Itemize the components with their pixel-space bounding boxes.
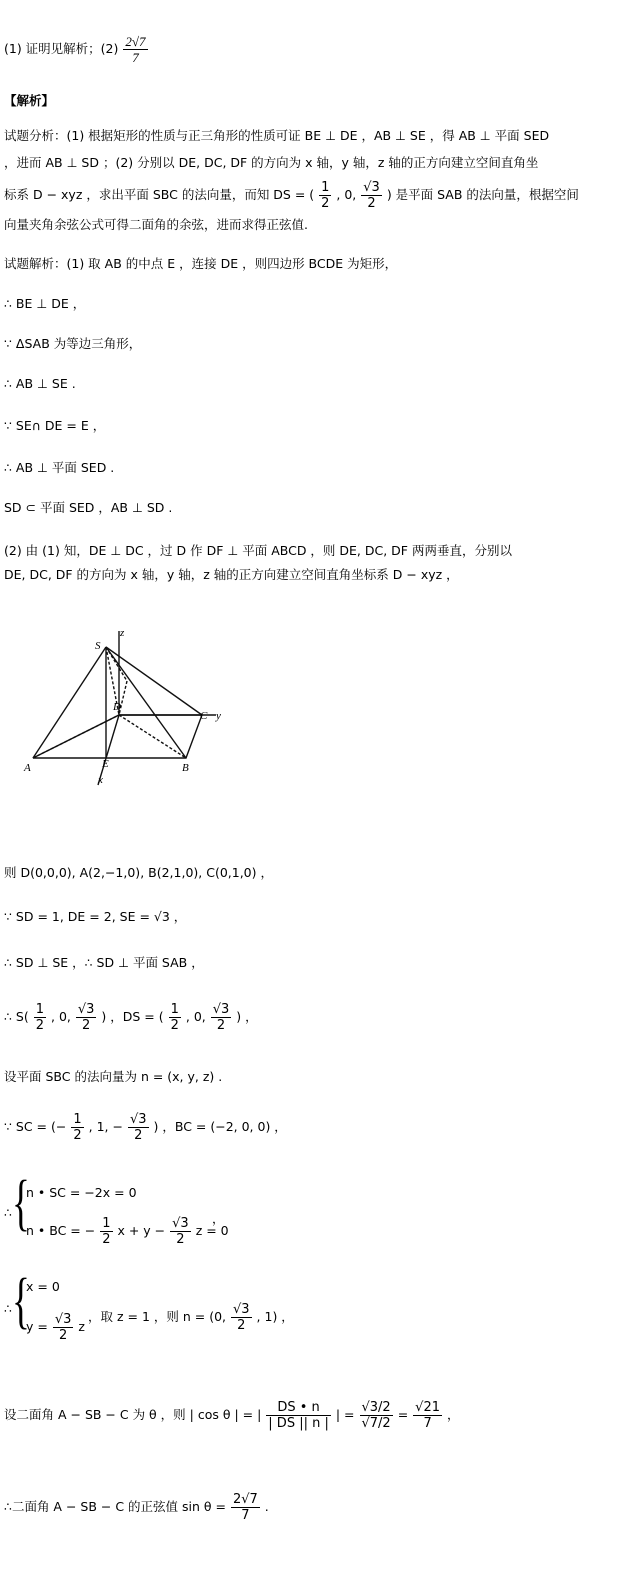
solution-line-4: ∴ AB ⊥ SE . <box>4 376 76 391</box>
frac-sqrt3-2: $\frac{√3}{2}$ <box>172 1216 189 1247</box>
analysis-line-1: 试题分析：(1) 根据矩形的性质与正三角形的性质可证 BE ⊥ DE ，AB ⊥ SE ，得 AB ⊥ 平面 SED <box>4 128 550 143</box>
analysis-line-4: 向量夹角余弦公式可得二面角的余弦，进而求得正弦值. <box>4 217 308 232</box>
therefore-sym-2: ∴ <box>4 1301 12 1316</box>
label-x: x <box>98 774 103 786</box>
system2-rest: ，取 z = 1 ，则 n = (0, $\frac{√3}{2}$ , 1) ， <box>88 1302 294 1333</box>
frac-half: $\frac{1}{2}$ <box>170 1002 179 1033</box>
frac-sqrt3-2: $\frac{√3}{2}$ <box>233 1302 250 1333</box>
frac-half: $\frac{1}{2}$ <box>35 1002 45 1033</box>
solution-line-15: ∵ SC = (− $\frac{1}{2}$ , 1, − $\frac{√3}{2}$ ) ，BC = (−2, 0, 0) ， <box>4 1112 287 1143</box>
label-a: A <box>24 762 31 774</box>
label-z: z <box>120 627 125 639</box>
therefore-sym-1: ∴ <box>4 1205 12 1220</box>
system1-eq1: n • SC = −2x = 0 <box>26 1185 137 1200</box>
solution-line-1: 试题解析：(1) 取 AB 的中点 E ，连接 DE ，则四边形 BCDE 为矩形， <box>4 256 398 271</box>
answer-prefix: (1) 证明见解析；(2) <box>4 41 119 56</box>
label-y: y <box>216 710 221 722</box>
solution-line-12: ∴ SD ⊥ SE ，∴ SD ⊥ 平面 SAB ， <box>4 955 204 970</box>
frac-ans: $\frac{2√7}{7}$ <box>232 1492 258 1523</box>
system2-eq2: y = $\frac{√3}{2}$ z <box>26 1312 85 1343</box>
frac-sqrt3-2: $\frac{√3}{2}$ <box>54 1312 72 1343</box>
answer-den: 7 <box>132 50 139 65</box>
label-s: S <box>95 640 101 652</box>
solution-line-13: ∴ S( $\frac{1}{2}$ , 0, $\frac{√3}{2}$ ) ，DS = ( $\frac{1}{2}$ , 0, $\frac{√3}{2}$ ) ， <box>4 1002 258 1033</box>
label-c: C <box>200 710 208 722</box>
frac-sqrt3-2: $\frac{√3}{2}$ <box>212 1002 230 1033</box>
frac-sqrt3-2: $\frac{√3}{2}$ <box>77 1002 95 1033</box>
solution-line-11: ∵ SD = 1, DE = 2, SE = √3 ， <box>4 909 187 924</box>
frac-sqrt21-7: $\frac{√21}{7}$ <box>415 1400 440 1431</box>
system1-eq2: n • BC = − $\frac{1}{2}$ x + y − $\frac{√3}{2}$ z = 0 <box>26 1216 229 1247</box>
solution-line-9: DE, DC, DF 的方向为 x 轴，y 轴，z 轴的正方向建立空间直角坐标系 D − xyz ， <box>4 567 459 582</box>
pyramid-figure <box>16 625 236 790</box>
solution-line-7: SD ⊂ 平面 SED ，AB ⊥ SD . <box>4 500 173 515</box>
label-d: D <box>113 701 121 713</box>
analysis-line-3 <box>4 180 579 211</box>
label-e: E <box>102 758 109 770</box>
solution-line-19: ∴二面角 A − SB − C 的正弦值 sin θ = $\frac{2√7}{7}$ . <box>4 1492 269 1523</box>
answer-fraction <box>123 34 147 65</box>
frac-sqrt3-2: $\frac{√3}{2}$ <box>363 180 380 211</box>
solution-line-14: 设平面 SBC 的法向量为 n = (x, y, z) . <box>4 1069 223 1084</box>
analysis-line-3b: , 0, <box>336 187 357 202</box>
solution-line-5: ∵ SE∩ DE = E ， <box>4 418 106 433</box>
analysis-line-2: ，进而 AB ⊥ SD ；(2) 分别以 DE, DC, DF 的方向为 x 轴，y 轴，z 轴的正方向建立空间直角坐 <box>4 155 539 170</box>
solution-line-2: ∴ BE ⊥ DE ， <box>4 296 86 311</box>
frac-ds-n: $\frac{DS • n}{| DS || n |}$ <box>268 1400 329 1431</box>
solution-line-10: 则 D(0,0,0), A(2,−1,0), B(2,1,0), C(0,1,0) ， <box>4 865 273 880</box>
solution-line-3: ∵ ΔSAB 为等边三角形， <box>4 336 142 351</box>
label-b: B <box>182 762 189 774</box>
analysis-line-3c: ) 是平面 SAB 的法向量，根据空间 <box>386 187 579 202</box>
answer-line <box>4 34 149 65</box>
frac-half: $\frac{1}{2}$ <box>102 1216 111 1247</box>
brace-2: { <box>11 1267 30 1335</box>
section-heading: 【解析】 <box>4 93 55 108</box>
frac-half: $\frac{1}{2}$ <box>73 1112 82 1143</box>
system1-comma: ， <box>212 1211 225 1226</box>
solution-line-6: ∴ AB ⊥ 平面 SED . <box>4 460 115 475</box>
analysis-line-3a: 标系 D − xyz ，求出平面 SBC 的法向量，而知 DS = ( <box>4 187 315 202</box>
system2-eq1: x = 0 <box>26 1279 60 1294</box>
frac-half: $\frac{1}{2}$ <box>321 180 330 211</box>
brace-1: { <box>11 1169 30 1237</box>
frac-big: $\frac{√3/2}{√7/2}$ <box>361 1400 391 1431</box>
solution-line-18: 设二面角 A − SB − C 为 θ ，则 | cos θ | = | $\frac{DS • n}{| DS || n |}$ | = $\frac{√3/2}{√7/2}$ = $\frac{√21}{7}$ ， <box>4 1400 460 1431</box>
frac-sqrt3-2: $\frac{√3}{2}$ <box>129 1112 147 1143</box>
solution-line-8: (2) 由 (1) 知，DE ⊥ DC ，过 D 作 DF ⊥ 平面 ABCD ，则 DE, DC, DF 两两垂直，分别以 <box>4 543 512 558</box>
answer-num: 2√7 <box>125 34 146 49</box>
